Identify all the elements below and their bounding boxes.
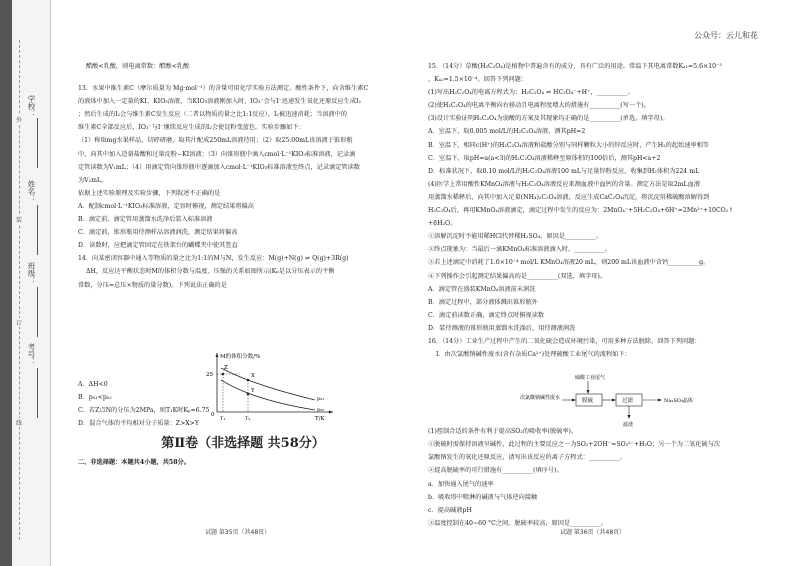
name-label: 姓名： bbox=[27, 180, 36, 203]
flow-waste-water: 次氯酸钠碱性废水 bbox=[520, 395, 561, 401]
tick-t2: T₂ bbox=[245, 416, 251, 422]
q13-line: ；然后生成的I₂会与维生素C发生反应（二者以物质的量之比1:1反应），I₂被迅速消耗；当溶液中的 bbox=[78, 111, 347, 119]
watermark-text: 公众号：云儿和花 bbox=[694, 31, 758, 40]
graph-xlabel: T/K bbox=[315, 416, 325, 422]
q14-graph bbox=[203, 350, 338, 422]
q14-option-d: D．混合气体的平均相对分子质量：Z>X>Y bbox=[78, 419, 199, 427]
q13-line: 13．水果中维生素C（摩尔质量为 Mg·mol⁻¹）的含量可用化学实验方法测定。酸性条件下，向含维生素C bbox=[78, 85, 369, 93]
binding-strip bbox=[0, 0, 51, 566]
carryover-line: 醋酸<乳酸，则电离常数：醋酸<乳酸 bbox=[86, 63, 190, 70]
label-x: X bbox=[251, 373, 255, 379]
q16-line: Ⅰ．由次氯酸钠碱性废水(含有杂质Ca²⁺)处理硫酸工业尾气的流程如下： bbox=[436, 351, 631, 359]
q13-line: 为V₂mL。 bbox=[78, 176, 108, 184]
point-x bbox=[247, 379, 250, 382]
q15-line: ③若上述滴定中消耗了1.0×10⁻⁴ mol/L KMnO₄溶液20 mL，则200 mL该血液中含钙__________g。 bbox=[428, 259, 710, 267]
q16-line: ②提高脱硫率的可行措施有__________(填序号)。 bbox=[428, 467, 563, 475]
flow-tail-gas: 硫酸工业尾气 bbox=[575, 375, 606, 381]
label-p1: p₀₁ bbox=[317, 396, 325, 402]
graph-tick-25: 25 bbox=[206, 372, 213, 378]
binding-dark-bar bbox=[0, 0, 12, 566]
q14-option-a: A．ΔH<0 bbox=[78, 380, 108, 388]
q15-line: (2)使H₂C₂O₄的电离平衡向右移动且电离程度增大的措施有__________(写一个)。 bbox=[428, 102, 650, 110]
q16-line: ③温度控制在40~60 °C之间，脱硫率较高，原因是__________。 bbox=[428, 519, 608, 527]
seal-mark-outer: 外 bbox=[16, 117, 23, 124]
q15-option-b: B．室温下，相同c(H⁺)的H₂C₂O₄溶液和盐酸分别与同样颗粒大小的锌反应时，产生H₂的起始速率相等 bbox=[428, 141, 709, 149]
q15-line: ①溶解沉淀时不能用稀HCl代替稀H₂SO₄，原因是__________。 bbox=[428, 233, 603, 241]
q15-line: +8H₂O。 bbox=[428, 220, 457, 228]
exam-no-blank bbox=[37, 368, 39, 418]
q13-option-a: A．配制cmol·L⁻¹KIO₃标准溶液，定容时俯视，测定结果将偏高 bbox=[78, 202, 254, 210]
q15-option-a: A．室温下，取0.005 mol/L的H₂C₂O₄溶液，测其pH=2 bbox=[428, 128, 586, 136]
q15-line: (3)设计实验证明H₂C₂O₄为弱酸的方案及其现象均正确的是__________(单选，填字母)。 bbox=[428, 115, 669, 123]
q13-option-c: C．滴定前，锥形瓶用待测样品溶液润洗，测定结果将偏高 bbox=[78, 229, 238, 237]
section-title: 第Ⅱ卷（非选择题 共58分） bbox=[161, 435, 325, 451]
q14-option-b: B．p₀₁<p₀₂ bbox=[78, 393, 112, 401]
q13-line: 依据上述实验原理及实验步骤，下列叙述不正确的是 bbox=[78, 189, 221, 197]
seal-mark-bind: 装 bbox=[16, 217, 23, 224]
right-column bbox=[428, 60, 768, 530]
name-blank bbox=[37, 205, 39, 255]
q13-line: （1）称取mg水果样品，切碎研磨，取其汁配成250mL溶液待用；（2）取25.00mL该溶液于锥形瓶 bbox=[78, 137, 353, 145]
q16-line: ①脱硫时需保持溶液呈碱性，此过程的主要反应之一为SO₂+2OH⁻=SO₃²⁻+H₂O；另一个为二氧化硫与次 bbox=[428, 441, 721, 449]
q16-option-a: a．加快通入尾气的速率 bbox=[428, 480, 494, 488]
q16-line: (1)控制合适的条件有利于提高SO₂的吸收率(脱硫率)。 bbox=[428, 428, 578, 436]
point-y bbox=[247, 393, 250, 396]
q14-line: ΔH，反应达平衡状态时M的体积分数与温度、压强的关系如图所示(Kₚ是以分压表示的平衡 bbox=[86, 268, 335, 276]
graph-origin: 0 bbox=[211, 412, 215, 418]
curve-p2 bbox=[221, 380, 315, 410]
school-label: 学校： bbox=[27, 95, 36, 118]
graph-ylabel: M的体积分数/% bbox=[220, 354, 261, 360]
flow-residue: 滤渣 bbox=[623, 422, 634, 428]
q14-line: 常数，分压=总压×物质的量分数)。下列说法正确的是 bbox=[78, 281, 227, 289]
question-15 bbox=[428, 60, 768, 335]
q15-line: 15．（14分）草酸(H₂C₂O₄)是植物中普遍含有的成分，具有广泛的用途。常温下其电离常数Kₐ₁=5.6×10⁻² bbox=[428, 63, 722, 70]
q13-line: 维生素C全部反应后，IO₃⁻与I⁻继续反应生成的I₂会使淀粉变蓝色。实验步骤如下： bbox=[78, 124, 305, 132]
label-p2: p₀₂ bbox=[317, 407, 325, 413]
q16-option-b: b．吸收塔中喷淋的碱液与气体逆向接触 bbox=[428, 493, 538, 501]
q16-option-c: c．提高碱液pH bbox=[428, 506, 472, 514]
q15-line: H₂C₂O₄后，再用KMnO₄溶液滴定，滴定过程中发生的反应为：2MnO₄⁻+5H₂C₂O₄+6H⁺=2Mn²⁺+10CO₂↑ bbox=[428, 207, 734, 215]
q15-sub-option-b: B．滴定过程中，部分液体溅出锥形瓶外 bbox=[428, 298, 538, 306]
q13-line: 的液体中加入一定量的KI、KIO₃溶液，当KIO₃溶液刚加入时，IO₃⁻会与I⁻迅速发生氧化还原反应生成I₂ bbox=[78, 98, 361, 106]
q14-line: 14．向某密闭容器中通入等物质的量之比为1:1的M与N，发生反应：M(g)+N(g) ⇌ Q(g)+3R(g) bbox=[78, 255, 349, 263]
q15-line: (4)医学上常用酸性KMnO₄溶液与H₂C₂O₄溶液反应来测血液中血钙的含量。测定方法是取2mL血液 bbox=[428, 180, 701, 188]
seal-mark-staple: 订 bbox=[16, 320, 23, 327]
flow-filter: 过滤 bbox=[622, 398, 634, 404]
q14-option-c: C．若Z点N的分压为2MPa，则T₁K时Kₚ=6.75 bbox=[78, 406, 210, 414]
q15-sub-option-d: D．装待测液的锥形瓶用蒸馏水洗涤后，用待测液润洗 bbox=[428, 324, 576, 332]
tick-t1: T₁ bbox=[220, 416, 226, 422]
q15-option-c: C．室温下，取pH=a(a<3)的H₂C₂O₄溶液稀释至原体积的100倍后，测其pH<a+2 bbox=[428, 154, 661, 162]
flow-desulf: 脱硫 bbox=[582, 398, 594, 404]
curve-p1 bbox=[221, 368, 315, 400]
q13-line: 中，向其中加入适量盐酸和过量淀粉−KI溶液；（3）向锥形瓶中滴入cmol·L⁻¹KIO₃标准溶液，记录滴 bbox=[78, 150, 356, 158]
q13-option-b: B．滴定前，滴定管用蒸馏水洗净后装入标准溶液 bbox=[78, 216, 213, 224]
section-subtitle: 二、非选择题：本题共4小题，共58分。 bbox=[78, 458, 190, 466]
label-y: Y bbox=[251, 388, 255, 394]
school-blank bbox=[37, 118, 39, 168]
class-label: 班级： bbox=[27, 262, 36, 285]
q13-line: 定管读数为V₁mL；（4）用滴定管向锥形瓶中逐滴加入cmol·L⁻¹KIO₃标准溶液至终点，记录滴定管读数 bbox=[78, 163, 360, 171]
q16-flow-diagram bbox=[520, 373, 720, 433]
q15-line: ④下列操作会引起测定结果偏高的是__________(双选，填字母)。 bbox=[428, 272, 607, 280]
seal-mark-line: 线 bbox=[16, 420, 23, 427]
class-blank bbox=[37, 287, 39, 337]
q15-option-d: D．标准状况下，取0.10 mol/L的H₂C₂O₄溶液100 mL与足量锌粉反应，收集到H₂体积为224 mL bbox=[428, 167, 700, 175]
flow-product: Na₂SO₄晶体 bbox=[664, 398, 693, 404]
footer-right: 试题 第36页（共48页） bbox=[560, 529, 626, 536]
question-13 bbox=[78, 82, 408, 252]
q15-sub-option-a: A．滴定管在盛装KMnO₄溶液前未润洗 bbox=[428, 285, 536, 293]
exam-no-label: 考号： bbox=[27, 343, 36, 366]
q15-line: 用蒸馏水稀释后，向其中加入足量(NH₄)₂C₂O₄溶液，反应生成CaC₂O₄沉淀，将沉淀用稀硫酸溶解得到 bbox=[428, 193, 710, 201]
q16-line: 氯酸钠发生的氧化还原反应，请写出该反应的离子方程式：__________。 bbox=[428, 454, 626, 462]
q15-line: ②终点现象为：当最后一滴KMnO₄标准溶液滴入时，__________。 bbox=[428, 246, 612, 254]
q15-line: ，Kₐ₂=1.5×10⁻⁴。回答下列问题： bbox=[428, 76, 528, 84]
point-z bbox=[222, 373, 225, 376]
q15-sub-option-c: C．滴定前读数正确，滴定终点时俯视读数 bbox=[428, 311, 545, 319]
q13-option-d: D．读数时，应把滴定管固定在铁架台的蝴蝶夹中使其竖直 bbox=[78, 242, 238, 250]
q16-line: 16．（14分）工业生产过程中产生的二氧化硫会造成环境污染，可用多种方法脱除。回答下列问题： bbox=[428, 337, 701, 345]
q15-line: (1)写出H₂C₂O₄的电离方程式为：H₂C₂O₄ ⇌ HC₂O₄⁻+H⁺，__________。 bbox=[428, 89, 634, 97]
label-z: Z bbox=[224, 365, 228, 371]
footer-left: 试题 第35页（共48页） bbox=[205, 529, 271, 536]
